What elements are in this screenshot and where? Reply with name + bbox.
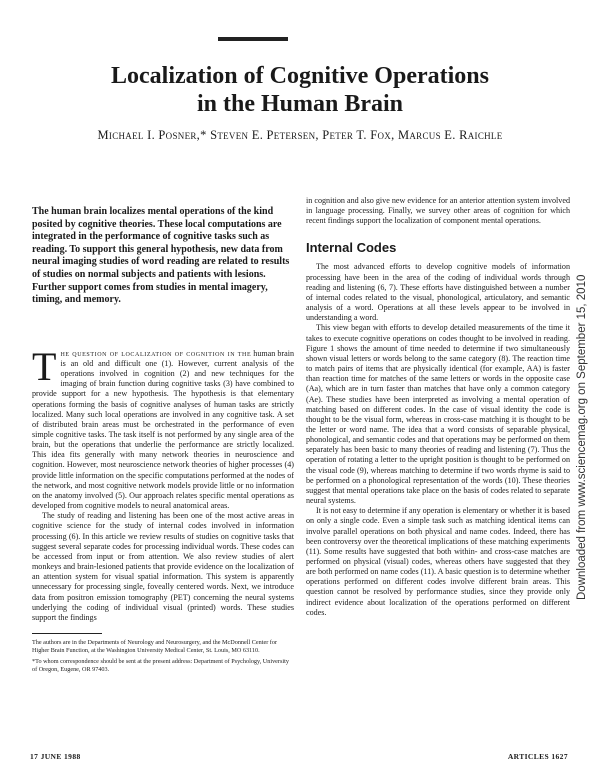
abstract: The human brain localizes mental operations of the kind posited by cognitive theories. These local computations are integrated in the performance of cognitive tasks such as reading. To support this general hypothesis, new data from neural imaging studies of word reading are related to results of studies on normal subjects and patients with lesions. Further support comes from studies in mental imagery, timing, and memory.: [32, 206, 290, 306]
continued-paragraph: in cognition and also give new evidence for an anterior attention system involved in language processing. Finally, we survey other areas of cognition for which recent findings support the localization of component mental operations.: [306, 196, 570, 226]
title-line-2: in the Human Brain: [196, 91, 404, 117]
section-paragraph-2: This view began with efforts to develop detailed measurements of the time it takes to execute cognitive operations on codes thought to be involved in reading. Figure 1 shows the amount of time needed to determine if two simultaneously shown visual letters or words belong to the same category (8). The reaction time to match pairs of items that are physically identical (for example, AA) is faster than reaction time for matches of the same letters or words in the opposite case (Aa), which are in turn faster than matches that have only a common category (Ae). These studies have been interpreted as involving a mental operation of matching based on different codes. In the case of visual identity the code is thought to be the visual form, whereas in cross-case matching it is thought to be the letter or word name. The idea that a word consists of separable physical, phonological, and semantic codes and that operations may be performed on them separately has been basic to many theories of reading and listening (7). Thus the operation of rotating a letter to the upright position is thought to be performed on the visual code (9), whereas matching to determine if two words rhyme is said to be performed on a phonological representation of the words (10). These theories suggest that mental operations take place on the basis of codes related to separate neural systems.: [306, 323, 570, 506]
article-title: [60, 62, 540, 118]
left-column: [32, 206, 294, 751]
author-list: Michael I. Posner,* Steven E. Petersen, Peter T. Fox, Marcus E. Raichle: [97, 128, 503, 142]
intro-paragraph-1-text: human brain is an old and difficult one (1). However, current analysis of the operations involved in cognition (2) and new techniques for the imaging of brain function during cognitive tasks (3) have combined to provide support for a new hypothesis. The hypothesis is that elementary operations forming the basis of cognitive analyses of human tasks are strictly localized. Many such local operations are involved in any cognitive task. A set of distributed brain areas must be orchestrated in the performance of even simple cognitive tasks. The task itself is not performed by any single area of the brain, but the operations that underlie the performance are strictly localized. This idea fits generally with many network theories in neuroscience and cognition. However, most neuroscience network theories of higher processes (4) provide little information on the specific computations performed at the nodes of the network, and most cognitive network models provide little or no information on the anatomy involved (5). Our approach relates specific mental operations as developed from cognitive models to neural anatomical areas.: [32, 348, 294, 511]
title-line-1: Localization of Cognitive Operations: [111, 63, 489, 89]
drop-cap: T: [32, 343, 57, 389]
intro-paragraph-2: The study of reading and listening has been one of the most active areas in cognitive science for the study of internal codes involved in information processing (6). In this article we review results of studies on cognitive tasks that suggest several separate codes for processing individual words. These codes can be accessed from input or from attention. We also review studies of alert monkeys and brain-lesioned patients that provide evidence on the localization of an attention system for visual spatial information. This system is apparently unnecessary for processing single, foveally centered words. Next, we introduce data from positron emission tomography (PET) concerning the neural systems underlying the coding of individual visual (printed) words. These studies support the findings: [32, 511, 294, 622]
footnote-rule: [32, 633, 102, 634]
section-heading: Internal Codes: [306, 240, 397, 256]
intro-lead-in: he question of localization of cognition in the: [60, 348, 252, 358]
download-watermark: Downloaded from www.sciencemag.org on September 15, 2010: [576, 274, 588, 600]
right-column: [306, 196, 570, 751]
section-paragraph-1: The most advanced efforts to develop cognitive models of information processing have been in the area of the coding of individual words through reading and listening (6, 7). These efforts have distinguished between a number of internal codes related to the visual, phonological, articulatory, and semantic analysis of a word. Operations at all these levels appear to be involved in understanding a word.: [306, 262, 570, 323]
intro-paragraph-1: [32, 343, 294, 512]
section-paragraph-3: It is not easy to determine if any operation is elementary or whether it is based on only a single code. Even a simple task such as matching identical items can involve parallel operations on both physical and name codes. Indeed, there has been controversy over the theoretical implications of these matching experiments (11). Some results have suggested that both within- and cross-case matches are performed on physical (visual) codes, whereas others have suggested that they are both performed on name codes (11). A basic question is to determine whether operations performed on different codes involve different brain areas. This question cannot be resolved by performance studies, since they provide only indirect evidence about localization of the operations performed on different codes.: [306, 506, 570, 617]
issue-date: 17 JUNE 1988: [30, 752, 81, 761]
footnote-correspondence: *To whom correspondence should be sent at the present address: Department of Psychology, University of Oregon, Eugene, OR 97403.: [32, 658, 289, 673]
footnote-affiliation: The authors are in the Departments of Neurology and Neurosurgery, and the McDonnell Center for Higher Brain Function, at the Washington University Medical Center, St. Louis, MO 63110.: [32, 638, 278, 654]
header-rule: [218, 37, 288, 41]
page-number: ARTICLES 1627: [507, 752, 568, 761]
